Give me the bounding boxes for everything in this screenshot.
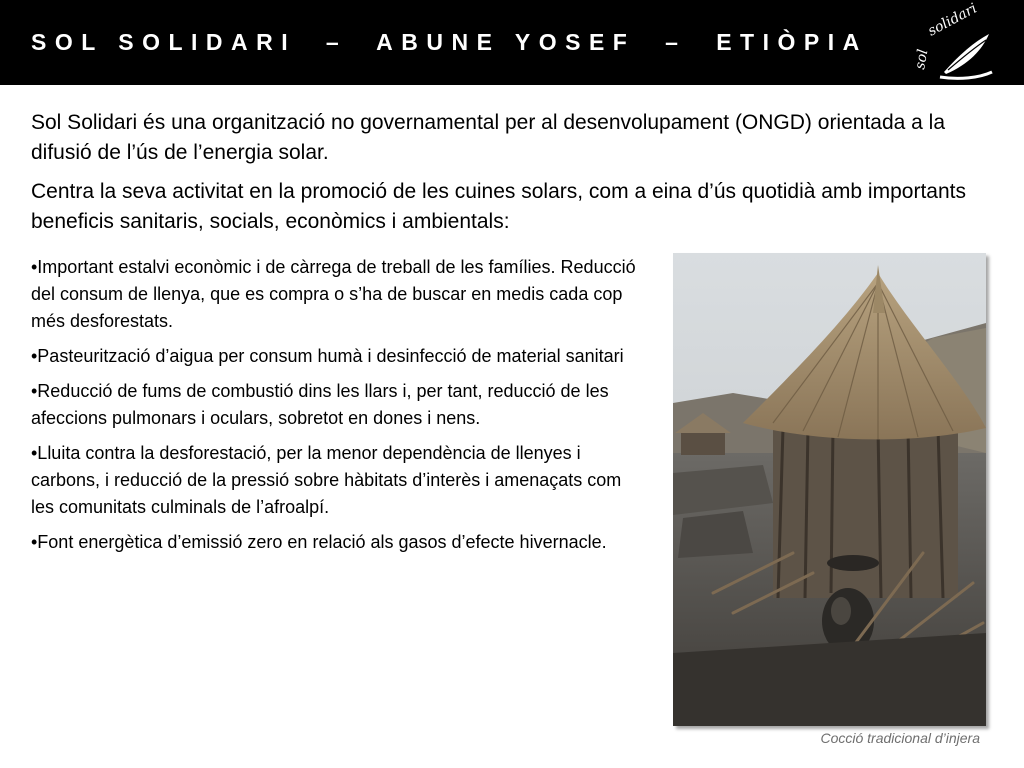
intro-paragraph-2: Centra la seva activitat en la promoció de les cuines solars, com a eina d’ús quotidià amb importants beneficis sanitaris, socials, econòmics i ambientals: xyxy=(31,180,966,233)
list-item: •Font energètica d’emissió zero en relació als gasos d’efecte hivernacle. xyxy=(31,532,607,552)
photo-thatched-hut xyxy=(673,253,986,726)
page-title: SOL SOLIDARI – ABUNE YOSEF – ETIÒPIA xyxy=(31,29,868,55)
photo-caption: Cocció tradicional d’injera xyxy=(820,730,980,746)
svg-text:solidari: solidari xyxy=(925,0,980,40)
header-bar xyxy=(0,0,1024,85)
list-item: •Lluita contra la desforestació, per la menor dependència de llenyes i carbons, i reducció de la pressió sobre hàbitats d’interès i amenaçats com les comunitats culminals de l’afroalpí. xyxy=(31,443,622,517)
list-item: •Important estalvi econòmic i de càrrega de treball de les famílies. Reducció del consum de llenya, que es compra o s’ha de buscar en medis cada cop més desforestats. xyxy=(31,257,636,331)
list-item: •Pasteurització d’aigua per consum humà i desinfecció de material sanitari xyxy=(31,346,624,366)
benefits-list xyxy=(31,254,643,564)
list-item: •Reducció de fums de combustió dins les llars i, per tant, reducció de les afeccions pulmonars i oculars, sobretot en dones i nens. xyxy=(31,381,609,428)
svg-text:sol: sol xyxy=(912,48,932,71)
logo-icon xyxy=(904,0,1004,85)
intro-paragraph-1: Sol Solidari és una organització no governamental per al desenvolupament (ONGD) orientada a la difusió de l’ús de l’energia solar. xyxy=(31,111,946,164)
sol-solidari-logo xyxy=(904,0,1004,85)
hut-photo xyxy=(673,253,986,726)
